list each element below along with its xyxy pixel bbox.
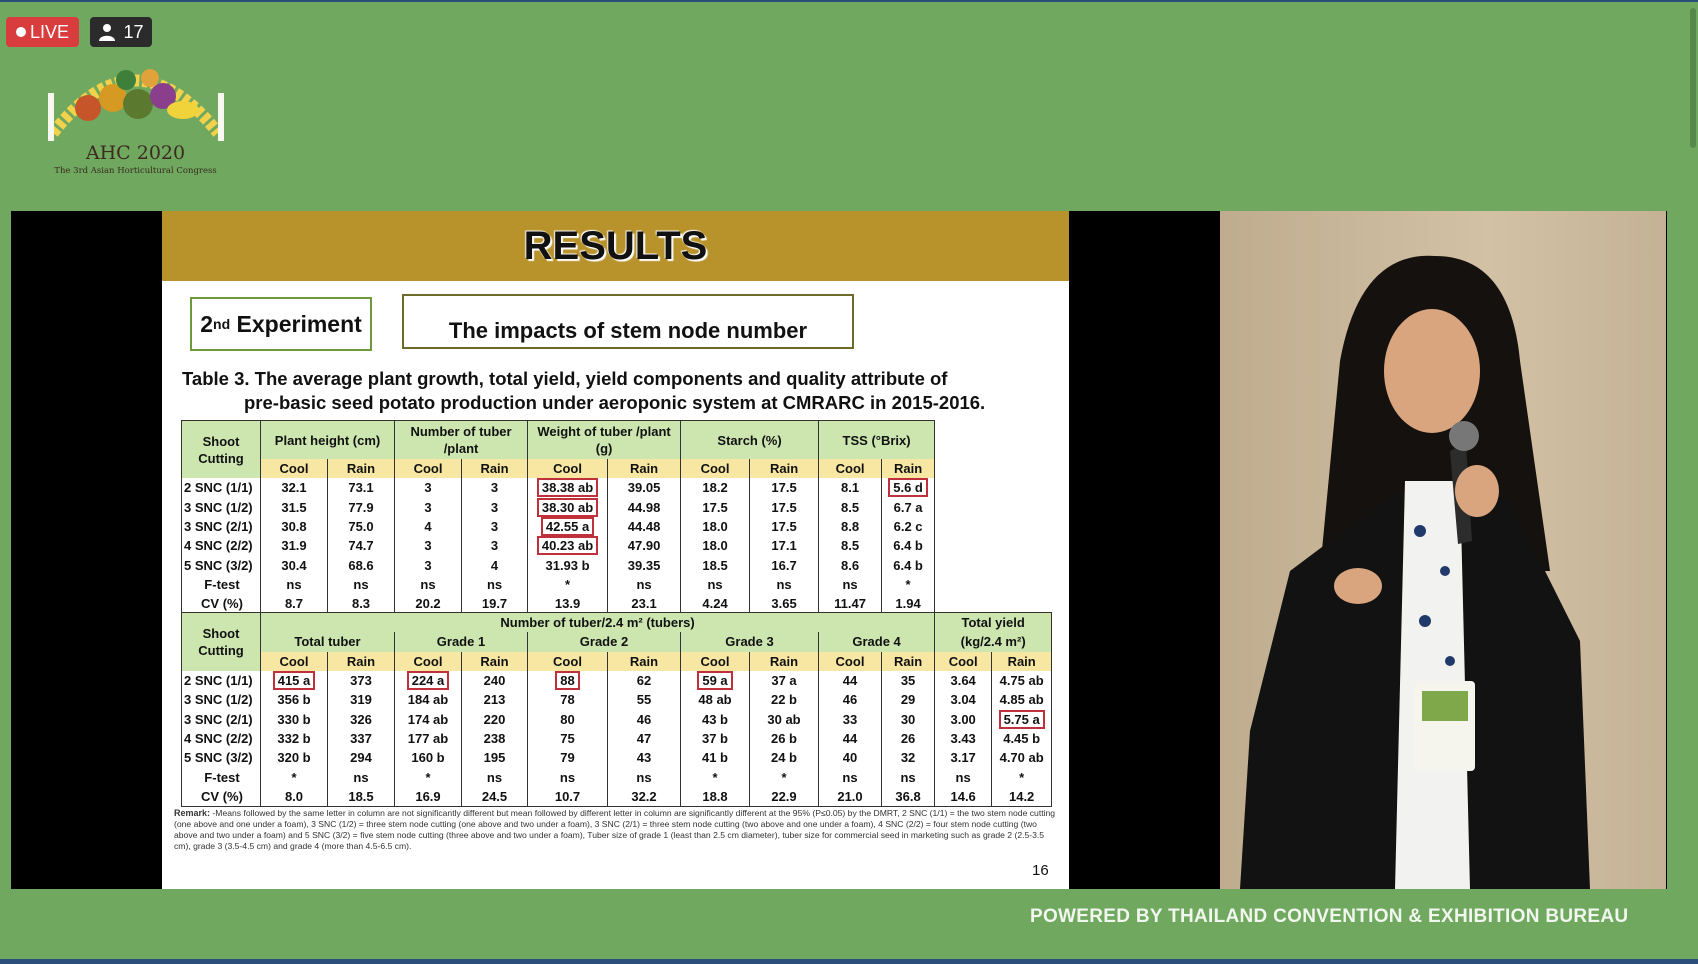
table-cell: 17.5 [750, 517, 819, 536]
row-label: F-test [182, 767, 261, 786]
table-cell: 20.2 [395, 594, 462, 614]
table-cell: 78 [528, 690, 608, 709]
table-cell: 6.7 a [882, 498, 935, 517]
season-subheader: Cool [819, 652, 882, 671]
table-cell: 4.70 ab [992, 748, 1052, 767]
table-cell: * [395, 767, 462, 786]
table-row [182, 748, 1052, 767]
row-label: CV (%) [182, 787, 261, 807]
season-subheader: Rain [328, 459, 395, 478]
row-label: 3 SNC (1/2) [182, 498, 261, 517]
table-cell: 44.98 [608, 498, 681, 517]
season-subheader: Rain [882, 652, 935, 671]
table-cell: 3.64 [935, 671, 992, 690]
table-cell [395, 671, 462, 690]
table-cell: 44 [819, 729, 882, 748]
table-cell: 174 ab [395, 709, 462, 728]
table-cell: 3 [462, 498, 528, 517]
topic-box [402, 294, 854, 349]
table-cell: 18.5 [681, 555, 750, 574]
table-cell: ns [462, 767, 528, 786]
highlighted-value: 38.30 ab [537, 498, 598, 517]
table-cell: 22.9 [750, 787, 819, 807]
remark-note [174, 808, 1059, 852]
highlighted-value: 5.75 a [999, 710, 1045, 729]
experiment-ordinal: 2 [200, 310, 214, 337]
table-cell: 240 [462, 671, 528, 690]
table-cell: 4.45 b [992, 729, 1052, 748]
table-cell: 68.6 [328, 555, 395, 574]
table-row [182, 671, 1052, 690]
season-subheader: Rain [608, 652, 681, 671]
season-subheader: Rain [462, 652, 528, 671]
table-cell: 4.75 ab [992, 671, 1052, 690]
table-cell: ns [462, 575, 528, 594]
table-row [182, 478, 935, 497]
remark-text: -Means followed by the same letter in column are not significantly different but mean followed by different letter in column are significantly different at the 95% (P≤0.05) by the DMRT, 2 SNC (1/1) = the two stem node cutting (one above and one under a foam), 3 SNC (1/2) = three stem node cutting (one above and two under a foam), 3 SNC (2/1) = three stem node cutting (two above and one under a foam), 4 SNC (2/2) = four stem node cutting (two above and two under a foam) and 5 SNC (3/2) = five stem node cutting (three above and two under a foam), Tuber size of grade 1 (least than 2.5 cm diameter), tuber size for commercial seed in marketing such as grade 2 (2.5-3.5 cm), grade 3 (3.5-4.5 cm) and grade 4 (more than 4.5-6.5 cm). [174, 808, 1056, 851]
table-cell: 31.5 [261, 498, 328, 517]
table-cell: 62 [608, 671, 681, 690]
table-cell: 30.8 [261, 517, 328, 536]
table-cell: 37 a [750, 671, 819, 690]
table-cell: * [528, 575, 608, 594]
table-cell: 4 [395, 517, 462, 536]
caption-line-2: pre-basic seed potato production under aeroponic system at CMRARC in 2015-2016. [244, 392, 986, 413]
season-subheader: Cool [528, 652, 608, 671]
table-cell: * [261, 767, 328, 786]
table-row [182, 594, 935, 614]
scrollbar[interactable] [1690, 8, 1696, 148]
span-title: Number of tuber/2.4 m² (tubers) [261, 613, 935, 633]
table-cell [528, 498, 608, 517]
table-cell: 19.7 [462, 594, 528, 614]
season-subheader: Rain [328, 652, 395, 671]
table-cell [528, 517, 608, 536]
table-cell: 75.0 [328, 517, 395, 536]
table-cell: 10.7 [528, 787, 608, 807]
table-cell: * [992, 767, 1052, 786]
table-cell: ns [328, 575, 395, 594]
table-cell: 47.90 [608, 536, 681, 555]
table-cell: 17.5 [750, 498, 819, 517]
viewer-count: 17 [123, 21, 144, 42]
group-header: Number of tuber /plant [395, 421, 528, 460]
table-cell: 47 [608, 729, 681, 748]
table-cell: 6.4 b [882, 536, 935, 555]
table-cell: 330 b [261, 709, 328, 728]
table-cell: 184 ab [395, 690, 462, 709]
table-cell [528, 536, 608, 555]
experiment-label-box [190, 297, 372, 351]
table-cell: 356 b [261, 690, 328, 709]
table-cell: 18.0 [681, 517, 750, 536]
highlighted-value: 415 a [273, 671, 316, 690]
season-subheader: Cool [819, 459, 882, 478]
topic-text: The impacts of stem node number [448, 318, 808, 343]
page-number: 16 [1032, 862, 1049, 879]
group-header: Grade 3 [681, 632, 819, 651]
speaker-video [1220, 211, 1666, 889]
table-cell: 73.1 [328, 478, 395, 497]
table-cell: 80 [528, 709, 608, 728]
table-cell: 44 [819, 671, 882, 690]
conference-logo [28, 38, 243, 178]
table-cell: * [750, 767, 819, 786]
table-row [182, 709, 1052, 728]
row-label: F-test [182, 575, 261, 594]
table-cell: 4.85 ab [992, 690, 1052, 709]
table-cell [261, 671, 328, 690]
table-cell: 177 ab [395, 729, 462, 748]
table-cell: 16.9 [395, 787, 462, 807]
table-cell: 3.17 [935, 748, 992, 767]
table-cell: ns [935, 767, 992, 786]
table-cell: 320 b [261, 748, 328, 767]
table-cell: 44.48 [608, 517, 681, 536]
table-cell: * [681, 767, 750, 786]
table-cell: 23.1 [608, 594, 681, 614]
table-cell [528, 478, 608, 497]
table-cell: 3 [395, 536, 462, 555]
season-subheader: Rain [992, 652, 1052, 671]
table-row [182, 555, 935, 574]
table-row [182, 787, 1052, 807]
table-cell: 8.0 [261, 787, 328, 807]
table-cell: 32.2 [608, 787, 681, 807]
slide-header [162, 211, 1069, 281]
table-cell: 32.1 [261, 478, 328, 497]
table-cell: 319 [328, 690, 395, 709]
table-cell: 213 [462, 690, 528, 709]
group-header: Grade 1 [395, 632, 528, 651]
table-cell: 14.2 [992, 787, 1052, 807]
season-subheader: Cool [395, 652, 462, 671]
table-cell: 220 [462, 709, 528, 728]
table-cell: 3.04 [935, 690, 992, 709]
table-cell: 39.05 [608, 478, 681, 497]
table-cell: 3 [395, 555, 462, 574]
row-label: 5 SNC (3/2) [182, 555, 261, 574]
logo-title: AHC 2020 [85, 142, 186, 164]
table-cell: 18.5 [328, 787, 395, 807]
table-cell: 41 b [681, 748, 750, 767]
table-cell: 32 [882, 748, 935, 767]
table-cell: 11.47 [819, 594, 882, 614]
season-subheader: Cool [261, 459, 328, 478]
logo-subtitle: The 3rd Asian Horticultural Congress [54, 166, 217, 176]
table-cell: 24.5 [462, 787, 528, 807]
table-cell: 17.1 [750, 536, 819, 555]
table-cell: 8.7 [261, 594, 328, 614]
table-cell: 31.93 b [528, 555, 608, 574]
table-cell: ns [819, 575, 882, 594]
group-header: Grade 4 [819, 632, 935, 651]
table-cell: 6.4 b [882, 555, 935, 574]
table-cell [992, 709, 1052, 728]
table-cell [882, 478, 935, 497]
table-cell: ns [395, 575, 462, 594]
row-header: Shoot Cutting [182, 421, 261, 479]
table-cell: 3.43 [935, 729, 992, 748]
table-cell [528, 671, 608, 690]
season-subheader: Cool [681, 652, 750, 671]
table-cell: 21.0 [819, 787, 882, 807]
presentation-slide [162, 211, 1069, 889]
group-header: Total tuber [261, 632, 395, 651]
table-cell: 8.1 [819, 478, 882, 497]
group-header: Starch (%) [681, 421, 819, 460]
live-dot-icon [16, 27, 26, 37]
table-cell: ns [819, 767, 882, 786]
row-label: 5 SNC (3/2) [182, 748, 261, 767]
table-cell: 39.35 [608, 555, 681, 574]
table-cell [681, 671, 750, 690]
table-cell: 195 [462, 748, 528, 767]
table-cell: 33 [819, 709, 882, 728]
season-subheader: Rain [608, 459, 681, 478]
table-cell: 3.00 [935, 709, 992, 728]
top-border [0, 0, 1698, 2]
table-row [182, 729, 1052, 748]
row-label: 2 SNC (1/1) [182, 671, 261, 690]
experiment-suffix: nd [213, 316, 231, 332]
row-label: 2 SNC (1/1) [182, 478, 261, 497]
table-cell: * [882, 575, 935, 594]
highlighted-value: 88 [555, 671, 579, 690]
season-subheader: Cool [681, 459, 750, 478]
table-cell: 26 [882, 729, 935, 748]
bottom-border [0, 959, 1698, 964]
table-cell: 8.5 [819, 536, 882, 555]
table-cell: 16.7 [750, 555, 819, 574]
season-subheader: Cool [261, 652, 328, 671]
table-row [182, 517, 935, 536]
table-cell: 8.5 [819, 498, 882, 517]
table-cell: 18.0 [681, 536, 750, 555]
highlighted-value: 38.38 ab [537, 478, 598, 497]
table-cell: 30.4 [261, 555, 328, 574]
row-label: 3 SNC (1/2) [182, 690, 261, 709]
slide-title: RESULTS [523, 223, 708, 268]
table-row [182, 767, 1052, 786]
growth-table [181, 420, 935, 614]
table-cell: 74.7 [328, 536, 395, 555]
table-cell: ns [681, 575, 750, 594]
table-cell: 37 b [681, 729, 750, 748]
row-label: 3 SNC (2/1) [182, 517, 261, 536]
table-cell: 3 [462, 536, 528, 555]
table-cell: 40 [819, 748, 882, 767]
row-label: 4 SNC (2/2) [182, 729, 261, 748]
table-row [182, 690, 1052, 709]
table-row [182, 575, 935, 594]
group-header: Weight of tuber /plant (g) [528, 421, 681, 460]
table-cell: 31.9 [261, 536, 328, 555]
row-label: CV (%) [182, 594, 261, 614]
highlighted-value: 224 a [407, 671, 450, 690]
table-cell: ns [328, 767, 395, 786]
table-caption [182, 367, 1052, 415]
speaker-figure-icon [1220, 211, 1666, 889]
highlighted-value: 42.55 a [541, 517, 594, 536]
caption-line-1: Table 3. The average plant growth, total yield, yield components and quality attribute of [182, 368, 948, 389]
row-header: Shoot Cutting [182, 613, 261, 671]
table-cell: 75 [528, 729, 608, 748]
table-cell: 36.8 [882, 787, 935, 807]
table-cell: 4 [462, 555, 528, 574]
table-cell: 46 [819, 690, 882, 709]
table-cell: 29 [882, 690, 935, 709]
table-cell: 3 [395, 498, 462, 517]
table-cell: 55 [608, 690, 681, 709]
table-cell: ns [608, 575, 681, 594]
table-cell: 238 [462, 729, 528, 748]
table-cell: 43 [608, 748, 681, 767]
table-cell: 332 b [261, 729, 328, 748]
table-cell: 3 [395, 478, 462, 497]
table-cell: 14.6 [935, 787, 992, 807]
table-cell: 373 [328, 671, 395, 690]
table-cell: 43 b [681, 709, 750, 728]
table-cell: 337 [328, 729, 395, 748]
season-subheader: Rain [462, 459, 528, 478]
live-label: LIVE [29, 21, 70, 42]
table-cell: 8.8 [819, 517, 882, 536]
table-cell: 13.9 [528, 594, 608, 614]
table-cell: 24 b [750, 748, 819, 767]
remark-label: Remark: [174, 808, 211, 818]
table-cell: 160 b [395, 748, 462, 767]
season-subheader: Rain [750, 459, 819, 478]
table-cell: 6.2 c [882, 517, 935, 536]
table-cell: 17.5 [681, 498, 750, 517]
table-cell: 22 b [750, 690, 819, 709]
table-cell: ns [750, 575, 819, 594]
table-cell: 294 [328, 748, 395, 767]
season-subheader: Cool [395, 459, 462, 478]
group-header: Plant height (cm) [261, 421, 395, 460]
table-cell: 3 [462, 517, 528, 536]
yield-unit: (kg/2.4 m²) [935, 632, 1052, 651]
table-cell: 35 [882, 671, 935, 690]
highlighted-value: 40.23 ab [537, 536, 598, 555]
yield-table [181, 612, 1052, 807]
table-cell: 48 ab [681, 690, 750, 709]
sponsor-banner: POWERED BY THAILAND CONVENTION & EXHIBITION BUREAU [1030, 906, 1629, 927]
table-cell: 18.8 [681, 787, 750, 807]
group-header: Grade 2 [528, 632, 681, 651]
table-cell: 3.65 [750, 594, 819, 614]
table-cell: ns [261, 575, 328, 594]
table-cell: 79 [528, 748, 608, 767]
table-cell: 30 ab [750, 709, 819, 728]
table-cell: 8.6 [819, 555, 882, 574]
group-header: TSS (°Brix) [819, 421, 935, 460]
table-cell: 8.3 [328, 594, 395, 614]
experiment-label: Experiment [236, 310, 362, 337]
table-cell: 4.24 [681, 594, 750, 614]
row-label: 3 SNC (2/1) [182, 709, 261, 728]
season-subheader: Rain [750, 652, 819, 671]
table-row [182, 498, 935, 517]
table-row [182, 536, 935, 555]
table-cell: ns [528, 767, 608, 786]
flower-arch-icon [28, 38, 243, 143]
table-cell: 18.2 [681, 478, 750, 497]
table-cell: ns [608, 767, 681, 786]
table-cell: 17.5 [750, 478, 819, 497]
row-label: 4 SNC (2/2) [182, 536, 261, 555]
season-subheader: Cool [935, 652, 992, 671]
table-cell: 46 [608, 709, 681, 728]
table-cell: 3 [462, 478, 528, 497]
yield-title: Total yield [935, 613, 1052, 633]
table-cell: 26 b [750, 729, 819, 748]
highlighted-value: 59 a [697, 671, 732, 690]
table-cell: 30 [882, 709, 935, 728]
table-cell: 77.9 [328, 498, 395, 517]
season-subheader: Rain [882, 459, 935, 478]
highlighted-value: 5.6 d [888, 478, 928, 497]
table-cell: 326 [328, 709, 395, 728]
season-subheader: Cool [528, 459, 608, 478]
table-cell: ns [882, 767, 935, 786]
table-cell: 1.94 [882, 594, 935, 614]
